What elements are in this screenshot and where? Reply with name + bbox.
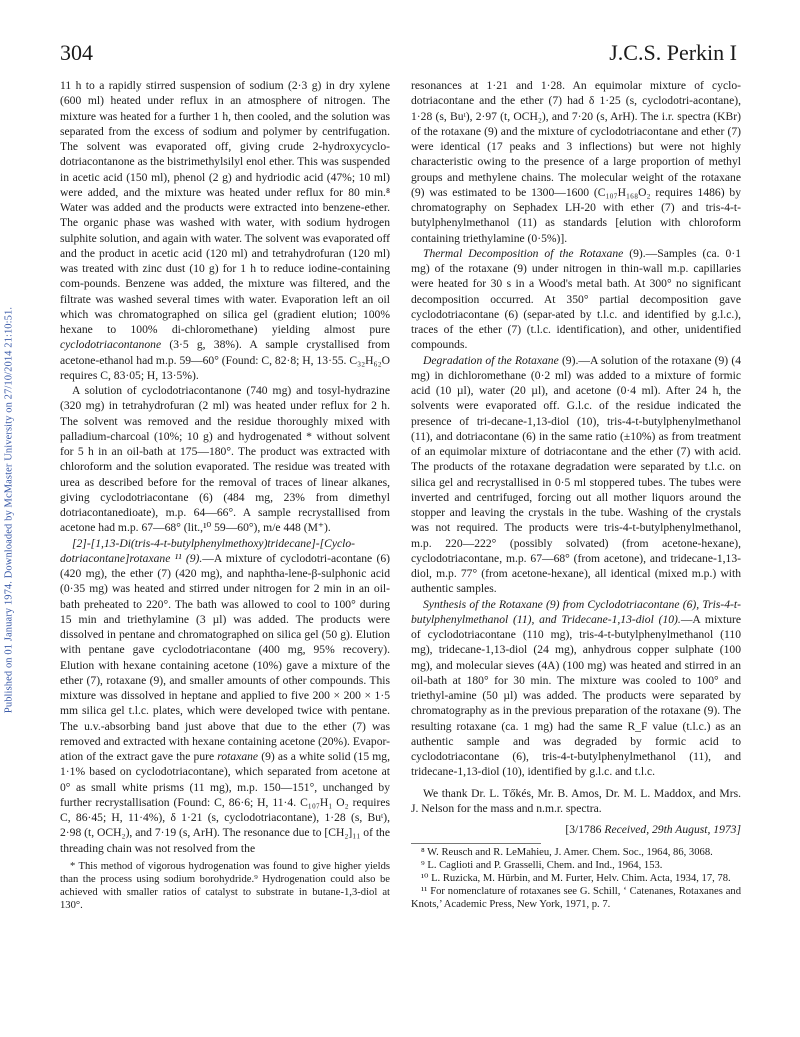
left-column	[60, 78, 390, 912]
journal-name: J.C.S. Perkin I	[609, 40, 737, 65]
reference: ⁸ W. Reusch and R. LeMahieu, J. Amer. Chem. Soc., 1964, 86, 3068.	[421, 847, 713, 859]
received-date: [3/1786 Received, 29th August, 1973]	[565, 823, 741, 836]
reference: ¹¹ For nomenclature of rotaxanes see G. Schill, ‘ Catenanes, Rotaxanes and Knots,’ Academic Press, New York, 1971, p. 7.	[411, 886, 741, 911]
paragraph: resonances at 1·21 and 1·28. An equimolar mixture of cyclo-dotriacontane and the ether (7) had δ 1·25 (s, cyclodotri-acontane), 1·28 (s, Buᵗ), 2·97 (t, OCH₂), and 7·20 (s, ArH). The i.r. spectra (KBr) of the rotaxane (9) and the mixture of cyclodotriacontane and ether (7) were identical (17 peaks and 3 inflections) but were not highly characteristic owing to the presence of a large proportion of methyl groups and methylene chains. The molecular weight of the rotaxane (9) was estimated to be 1300—1600 (C₁₀₇H₁₆₈O₂ requires 1486) by chromatography on Sephadex LH-20 with ether (7) and tris-4-t-butylphenylmethanol (11) as standards [elution with chloroform containing triethylamine (0·5%)].	[411, 79, 741, 245]
paragraph: 11 h to a rapidly stirred suspension of sodium (2·3 g) in dry xylene (600 ml) heated under reflux in an atmosphere of nitrogen. The mixture was heated for a further 1 h, then cooled, and the solution was separated from the excess of sodium and polymer by centrifugation. The solvent was evaporated off, giving crude 2-hydroxycyclo-dotriacontanone as the bistrimethylsilyl enol ether. This was suspended in acetic acid (150 ml), phenol (2 g) and hydriodic acid (47%; 10 ml) were added, and the mixture was heated under reflux for 80 min.⁸ Water was added and the products were extracted into benzene-ether. The organic phase was washed with water, with sodium hydrogen sulphite solution, and again with water. The solvent was evaporated off and the product in acetic acid (120 ml) and tetrahydrofuran (120 ml) was treated with zinc dust (10 g) for 1 h to reduce iodine-containing com-pounds. Benzene was added, the mixture was filtered, and the filtrate was washed several times with water. Evaporation left an oil which was chromatographed on silica gel (gradient elution; 100% hexane to 100% di-chloromethane) yielding almost pure cyclodotriacontanone (3·5 g, 38%). A sample crystallised from acetone-ethanol had m.p. 59—60° (Found: C, 82·8; H, 13·55. C₃₂H₆₂O requires C, 83·05; H, 13·5%).	[60, 79, 390, 382]
page-number: 304	[60, 40, 93, 65]
divider	[411, 843, 541, 844]
references	[411, 846, 741, 911]
reference: ⁹ L. Caglioti and P. Grasselli, Chem. and Ind., 1964, 153.	[421, 860, 663, 872]
acknowledgement: We thank Dr. L. Tőkés, Mr. B. Amos, Dr. M. L. Maddox, and Mrs. J. Nelson for the mass and n.m.r. spectra.	[411, 786, 741, 815]
reference: ¹⁰ L. Ruzicka, M. Hürbin, and M. Furter, Helv. Chim. Acta, 1934, 17, 78.	[421, 873, 731, 885]
right-column	[411, 78, 741, 911]
paragraph: [2]-[1,13-Di(tris-4-t-butylphenylmethoxy)tridecane]-[Cyclo-dotriacontane]rotaxane ¹¹ (9).—A mixture of cyclodotri-acontane (6) (420 mg), the ether (7) (420 mg), and naphtha-lene-β-sulphonic acid (0·35 mg) was heated and stirred under nitrogen for 2 min in an oil-bath preheated to 220°. The bath was allowed to cool to 100° during 15 min and triethylamine (3 µl) was added. The products were dissolved in pentane and chromatographed on silica gel (50 g). Elution with pentane gave cyclodotriacontane (400 mg, 95% recovery). Elution with hexane containing acetone (10%) gave a mixture of the ether (7), rotaxane (9), and smaller amounts of other compounds. This mixture was dissolved in heptane and applied to five 200 × 200 × 1·5 mm silica gel t.l.c. plates, which were developed twice with pentane. The u.v.-absorbing band just above that due to the ether (7) was removed and extracted with hexane containing acetone (20%). Evapor-ation of the extract gave the pure rotaxane (9) as a white solid (15 mg, 1·1% based on cyclodotriacontane), which separated from acetone at 0° as small white prisms (11 mg), m.p. 150—151°, unchanged by further recrystallisation (Found: C, 86·6; H, 11·4. C₁₀₇H₁ O₂ requires C, 86·45; H, 11·4%), δ 1·21 (s, cyclodotriacontane), 1·28 (s, Buᵗ), 2·98 (t, OCH₂), and 7·19 (s, ArH). The resonance due to [CH₂]₁₁ of the threading chain was not resolved from the	[60, 536, 390, 855]
paragraph: Synthesis of the Rotaxane (9) from Cyclodotriacontane (6), Tris-4-t-butylphenylmethanol (11), and Tridecane-1,13-diol (10).—A mixture of cyclodotriacontane (110 mg), tris-4-t-butylphenylmethanol (110 mg), tridecane-1,13-diol (24 mg), anhydrous copper sulphate (100 mg), and molecular sieves (4A) (100 mg) was heated and stirred in an oil-bath at 180° for 30 min. The mixture was cooled to 100° and triethyl-amine (50 µl) was added. The products were separated by chromatography as in the previous preparation of the rotaxane (9). The resulting rotaxane (ca. 1 mg) had the same R_F value (t.l.c.) as an authentic sample and was degraded by formic acid to cyclodotriacontane (6), tris-4-t-butylphenylmethanol (11), and tridecane-1,13-diol (10), identified by g.l.c. and t.l.c.	[411, 597, 741, 779]
paragraph: A solution of cyclodotriacontanone (740 mg) and tosyl-hydrazine (320 mg) in tetrahydrofuran (2 ml) was heated under reflux for 2 h. The solvent was removed and the residue thoroughly mixed with palladium-charcoal (10%; 10 g) and hydrogenated * without solvent for 5 h in an oil-bath at 175—180°. The product was extracted with chloroform and the solution evaporated. The residue was treated with urea as described before for the removal of traces of linear alkanes, giving cyclodotriacontane (6) (484 mg, 23% from dimethyl dotriacontanedioate), m.p. 64—66°. A sample recrystallised from acetone had m.p. 67—68° (lit.,¹⁰ 59—60°), m/e 448 (M⁺).	[60, 384, 390, 535]
download-notice: Published on 01 January 1974. Downloaded by McMaster University on 27/10/2014 21:10:51.	[3, 306, 15, 714]
paragraph: Thermal Decomposition of the Rotaxane (9).—Samples (ca. 0·1 mg) of the rotaxane (9) under nitrogen in thin-wall m.p. capillaries were heated for 30 s in a Wood's metal bath. At 300° no significant decomposition occurred. At 350° partial decomposition gave cyclodotriacontane (6) (separ-ated by t.l.c. and identified by g.l.c.), traces of the ether (7) (t.l.c. identification), and other, unidentified compounds.	[411, 246, 741, 352]
footnote: * This method of vigorous hydrogenation was found to give higher yields than the process using sodium borohydride.⁹ Hydrogenation could also be achieved with smaller ratios of catalyst to substrate in butane-1,3-diol at 130°.	[60, 860, 390, 911]
paragraph: Degradation of the Rotaxane (9).—A solution of the rotaxane (9) (4 mg) in dichloromethane (0·2 ml) was added to a mixture of formic acid (10 µl), water (20 µl), and acetone (0·4 ml). After 24 h, the solvents were evaporated off. G.l.c. of the residue indicated the presence of tri-decane-1,13-diol (10), tris-4-t-butylphenylmethanol (11), and dotriacontane (6) in the same ratio (±10%) as from treatment of an equimolar mixture of dotriacontane and the ether (7) with acid. The products of the rotaxane degradation were separated by t.l.c. on silica gel and recrystallised in 0·5 ml stoppered tubes. The tubes were inverted and centrifuged, forcing out all mother liquors around the stopper and leaving the crystals in the tube. Washing of the crystals was not required. The products were tris-4-t-butylphenylmethanol, m.p. 220—222° (possibly solvated) (from acetone-hexane), cyclodotriacontane, m.p. 67—68° (from acetone), and tridecane-1,13-diol, m.p. 77° (from acetone-hexane), all identical (mixed m.p.) with authentic samples.	[411, 353, 742, 596]
